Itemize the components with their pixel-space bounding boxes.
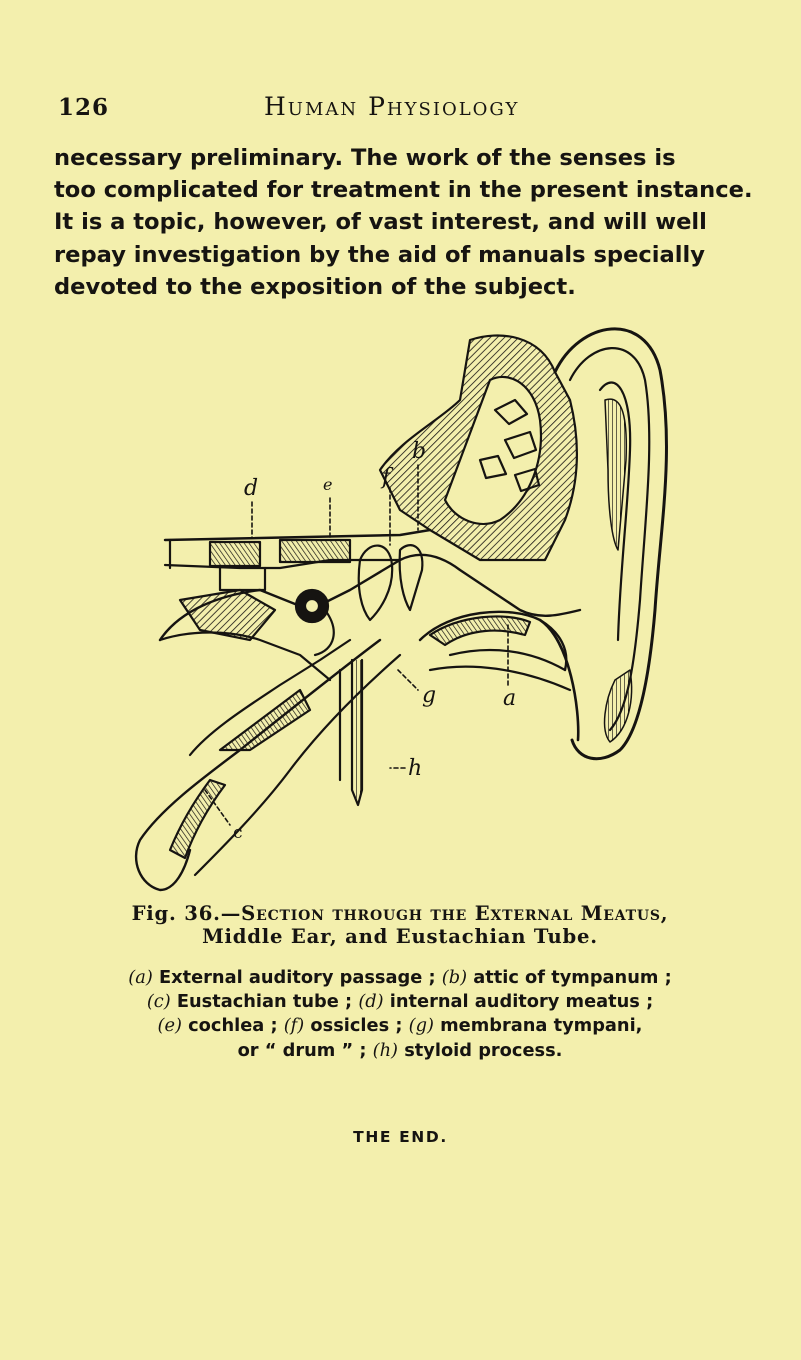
legend-key: (g) xyxy=(408,1015,434,1037)
label-g: g xyxy=(422,683,437,708)
label-h: h xyxy=(408,756,423,781)
body-line: repay investigation by the aid of manuals specially xyxy=(54,241,705,268)
legend-key: (e) xyxy=(157,1015,182,1037)
caption-title-2: Middle Ear, and Eustachian Tube. xyxy=(202,925,598,948)
legend-line xyxy=(50,1039,750,1063)
label-b: b xyxy=(412,439,427,464)
label-c: c xyxy=(233,823,243,843)
page-number: 126 xyxy=(58,94,110,121)
body-line: devoted to the exposition of the subject. xyxy=(54,273,576,300)
legend-key: (a) xyxy=(128,967,153,988)
legend-text: Eustachian tube ; xyxy=(170,991,359,1013)
legend-key: (c) xyxy=(146,991,171,1013)
legend-text: styloid process. xyxy=(398,1039,563,1061)
legend-text: attic of tympanum ; xyxy=(467,967,672,988)
the-end-text: THE END. xyxy=(353,1128,448,1146)
body-line: necessary preliminary. The work of the senses is xyxy=(54,145,676,171)
caption-title-1: Section through the External Meatus, xyxy=(241,902,669,925)
body-line: too complicated for treatment in the present instance. xyxy=(54,177,753,204)
figure-legend xyxy=(50,966,750,1063)
legend-key: (f) xyxy=(283,1015,305,1037)
label-f: f xyxy=(382,465,391,490)
label-e: e xyxy=(323,475,333,494)
label-d: d xyxy=(244,476,259,501)
running-head xyxy=(56,92,756,126)
legend-line xyxy=(50,1014,750,1038)
legend-text: membrana tympani, xyxy=(433,1015,643,1037)
label-a: a xyxy=(503,686,517,711)
legend-key: (b) xyxy=(441,967,468,988)
figure-caption xyxy=(50,902,750,948)
legend-text: ossicles ; xyxy=(304,1015,409,1037)
ear-section-illustration xyxy=(100,310,700,900)
legend-key: (d) xyxy=(358,991,384,1013)
caption-line-1 xyxy=(50,902,750,925)
legend-text: cochlea ; xyxy=(181,1015,284,1037)
body-paragraph xyxy=(54,142,754,303)
body-line: It is a topic, however, of vast interest, and will well xyxy=(54,209,707,236)
legend-line xyxy=(50,966,750,990)
running-title: Human Physiology xyxy=(264,92,520,121)
caption-prefix: Fig. 36.— xyxy=(131,902,242,925)
legend-text: or “ drum ” ; xyxy=(237,1039,373,1061)
legend-key: (h) xyxy=(372,1039,398,1061)
legend-text: internal auditory meatus ; xyxy=(383,991,654,1013)
legend-line xyxy=(50,990,750,1014)
legend-text: External auditory passage ; xyxy=(152,967,442,988)
